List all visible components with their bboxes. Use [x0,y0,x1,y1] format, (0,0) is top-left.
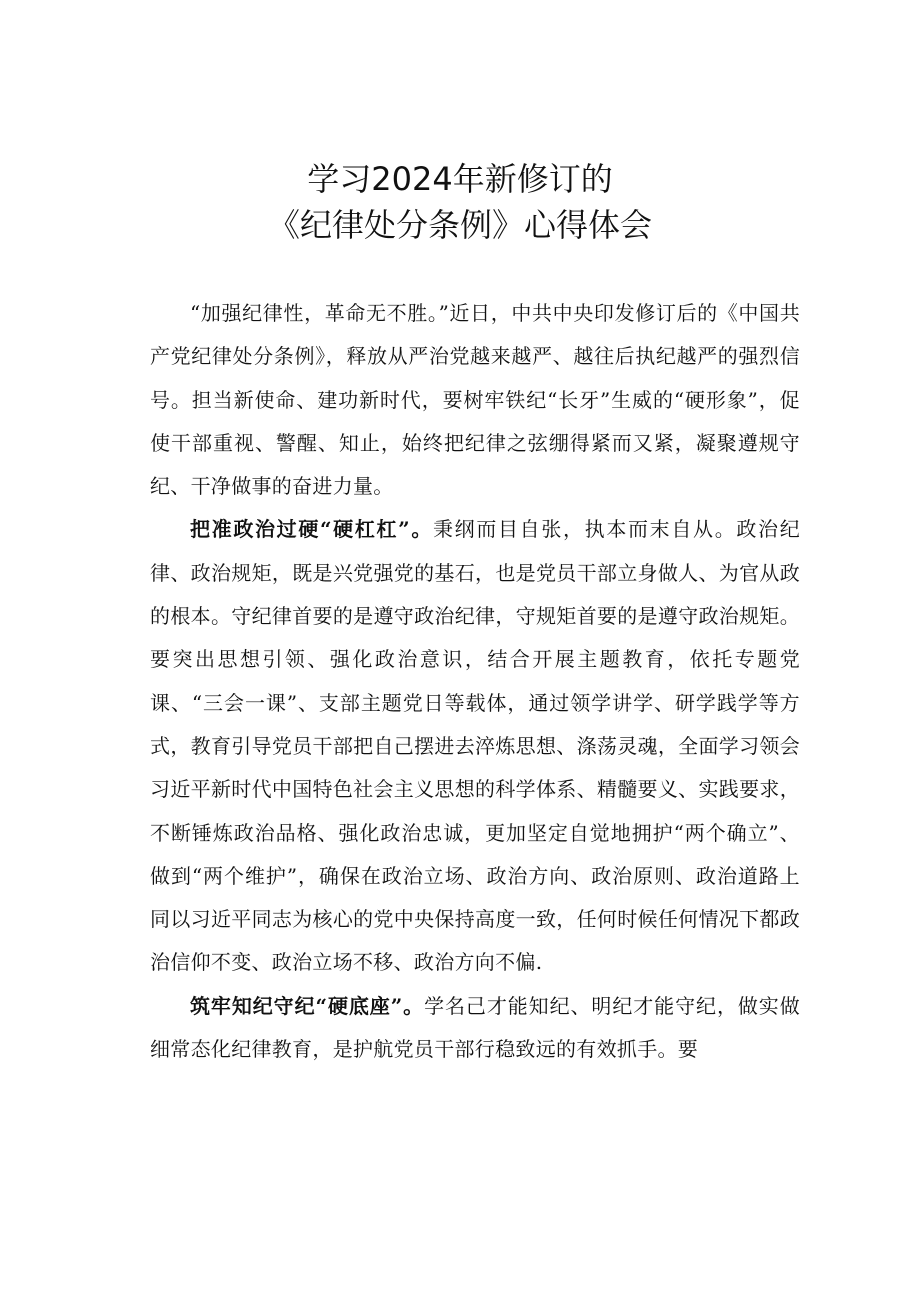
title-line-1: 学习2024年新修订的 [307,160,613,198]
document-body [150,292,800,1071]
paragraph-lead: 筑牢知纪守纪“硬底座”。 [190,993,425,1018]
document-title [0,156,920,248]
paragraph-political [150,508,800,984]
title-line-2: 《纪律处分条例》心得体会 [267,206,652,244]
paragraph-text: “加强纪律性，革命无不胜。”近日，中共中央印发修订后的《中国共产党纪律处分条例》，释放从严治党越来越严、越往后执纪越严的强烈信号。担当新使命、建功新时代，要树牢铁纪“长牙”生威的“硬形象”，促使干部重视、警醒、知止，始终把纪律之弦绷得紧而又紧，凝聚遵规守纪、干净做事的奋进力量。 [150,301,800,499]
paragraph-text: 学名己才能知纪、明纪才能守纪，做实做细常态化纪律教育，是护航党员干部行稳致远的有效抓手。要 [150,993,801,1062]
paragraph-text: 秉纲而目自张，执本而末自从。政治纪律、政治规矩，既是兴党强党的基石，也是党员干部立身做人、为官从政的根本。守纪律首要的是遵守政治纪律，守规矩首要的是遵守政治规矩。要突出思想引领、强化政治意识，结合开展主题教育，依托专题党课、“三会一课”、支部主题党日等载体，通过领学讲学、研学践学等方式，教育引导党员干部把自己摆进去淬炼思想、涤荡灵魂，全面学习领会习近平新时代中国特色社会主义思想的科学体系、精髓要义、实践要求，不断锤炼政治品格、强化政治忠诚，更加坚定自觉地拥护“两个确立”、做到“两个维护”，确保在政治立场、政治方向、政治原则、政治道路上同以习近平同志为核心的党中央保持高度一致，任何时候任何情况下都政治信仰不变、政治立场不移、政治方向不偏. [150,517,800,975]
paragraph-lead: 把准政治过硬“硬杠杠”。 [190,517,434,542]
paragraph-discipline [150,985,800,1072]
paragraph-intro [150,292,800,508]
